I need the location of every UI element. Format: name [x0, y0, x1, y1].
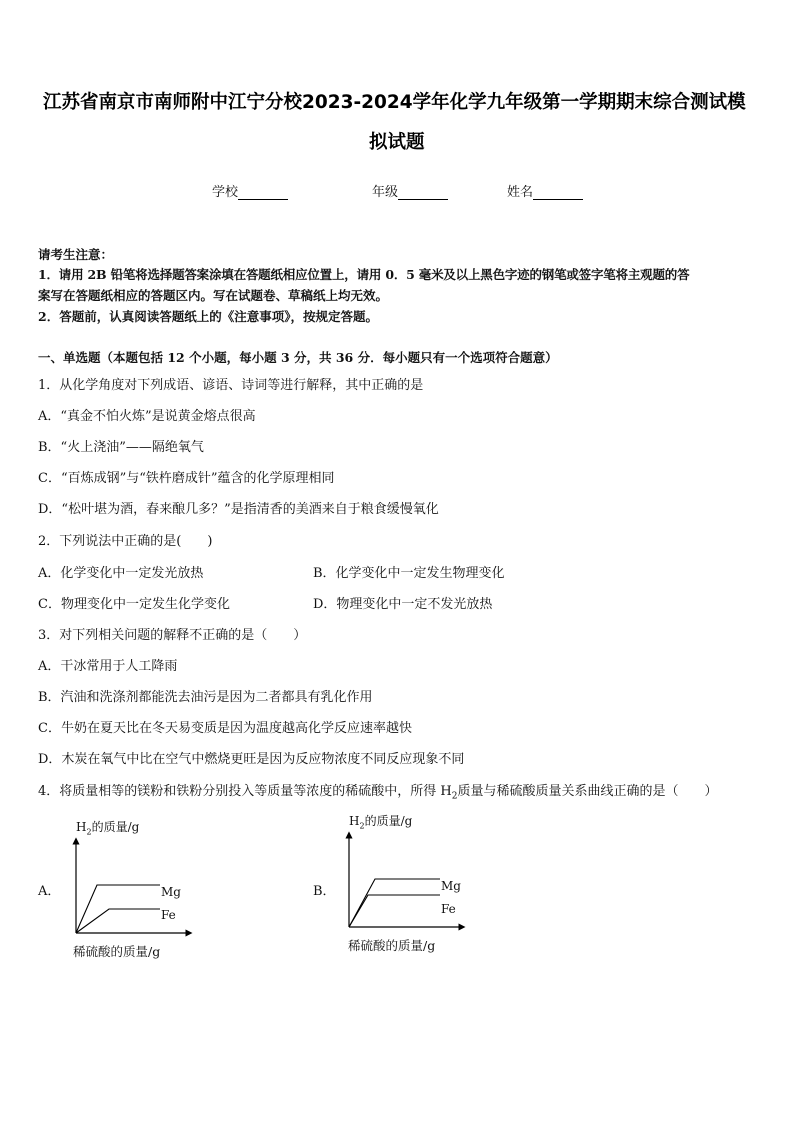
graph-b-curve-fe	[349, 895, 440, 927]
section1-heading: 一、单选题（本题包括 12 个小题，每小题 3 分，共 36 分．每小题只有一个选项符合题意）	[38, 350, 558, 365]
exam-title-line2: 拟试题	[369, 132, 425, 153]
graph-a	[65, 818, 205, 963]
graph-b-xlabel: 稀硫酸的质量/g	[348, 938, 436, 953]
q4-stem	[38, 780, 718, 802]
name-blank	[533, 185, 583, 200]
school-blank	[238, 185, 288, 200]
graph-b-legend-mg: Mg	[441, 879, 461, 893]
graph-a-legend-mg: Mg	[161, 885, 181, 899]
name-label: 姓名	[507, 185, 534, 200]
q3-option-a: A．干冰常用于人工降雨	[38, 659, 178, 674]
graph-b	[338, 812, 478, 957]
graph-b-ylabel: $H_2$的质量/g	[349, 814, 413, 831]
q1-stem: 1．从化学角度对下列成语、谚语、诗词等进行解释，其中正确的是	[38, 378, 424, 393]
q2-option-b: B．化学变化中一定发生物理变化	[313, 566, 505, 581]
grade-label: 年级	[372, 185, 399, 200]
q2-option-a: A．化学变化中一定发光放热	[38, 566, 204, 581]
grade-field	[372, 181, 448, 200]
notice-item1-line1: 1．请用 2B 铅笔将选择题答案涂填在答题纸相应位置上，请用 0．5 毫米及以上黑色字迹的钢笔或签字笔将主观题的答	[38, 267, 690, 282]
q4-stem-pre: 4．将质量相等的镁粉和铁粉分别投入等质量等浓度的稀硫酸中，所得 H	[38, 784, 452, 799]
q1-option-a: A．“真金不怕火炼”是说黄金熔点很高	[38, 409, 256, 424]
q4-option-a-label: A．	[38, 884, 61, 899]
exam-title-line1: 江苏省南京市南师附中江宁分校2023-2024学年化学九年级第一学期期末综合测试模	[43, 92, 746, 113]
q3-option-b: B．汽油和洗涤剂都能洗去油污是因为二者都具有乳化作用	[38, 690, 373, 705]
notice-item2: 2．答题前，认真阅读答题纸上的《注意事项》，按规定答题。	[38, 309, 378, 324]
q4-stem-sub: 2	[451, 791, 458, 802]
q3-stem: 3．对下列相关问题的解释不正确的是（ ）	[38, 628, 307, 643]
q1-option-b: B．“火上浇油”——隔绝氧气	[38, 440, 204, 455]
graph-a-legend-fe: Fe	[161, 908, 176, 922]
q2-option-c: C．物理变化中一定发生化学变化	[38, 597, 230, 612]
q1-option-d: D．“松叶堪为酒，春来酿几多？”是指清香的美酒来自于粮食缓慢氧化	[38, 502, 439, 517]
q3-option-c: C．牛奶在夏天比在冬天易变质是因为温度越高化学反应速率越快	[38, 721, 412, 736]
name-field	[507, 181, 583, 200]
q1-option-c: C．“百炼成钢”与“铁杵磨成针”蕴含的化学原理相同	[38, 471, 335, 486]
grade-blank	[398, 185, 448, 200]
graph-a-svg	[65, 836, 205, 946]
q4-stem-post: 质量与稀硫酸质量关系曲线正确的是（ ）	[457, 784, 718, 799]
notice-heading: 请考生注意：	[38, 247, 114, 262]
q4-option-b-label: B．	[313, 884, 336, 899]
notice-item1-line2: 案写在答题纸相应的答题区内。写在试题卷、草稿纸上均无效。	[38, 288, 389, 303]
q3-option-d: D．木炭在氧气中比在空气中燃烧更旺是因为反应物浓度不同反应现象不同	[38, 752, 465, 767]
graph-a-ylabel: $H_2$的质量/g	[76, 820, 140, 837]
graph-a-curve-fe	[76, 909, 160, 933]
graph-a-xlabel: 稀硫酸的质量/g	[73, 944, 161, 959]
q2-stem: 2．下列说法中正确的是( )	[38, 534, 213, 549]
graph-b-legend-fe: Fe	[441, 902, 456, 916]
school-label: 学校	[212, 185, 239, 200]
q2-option-d: D．物理变化中一定不发光放热	[313, 597, 493, 612]
school-field	[212, 181, 288, 200]
